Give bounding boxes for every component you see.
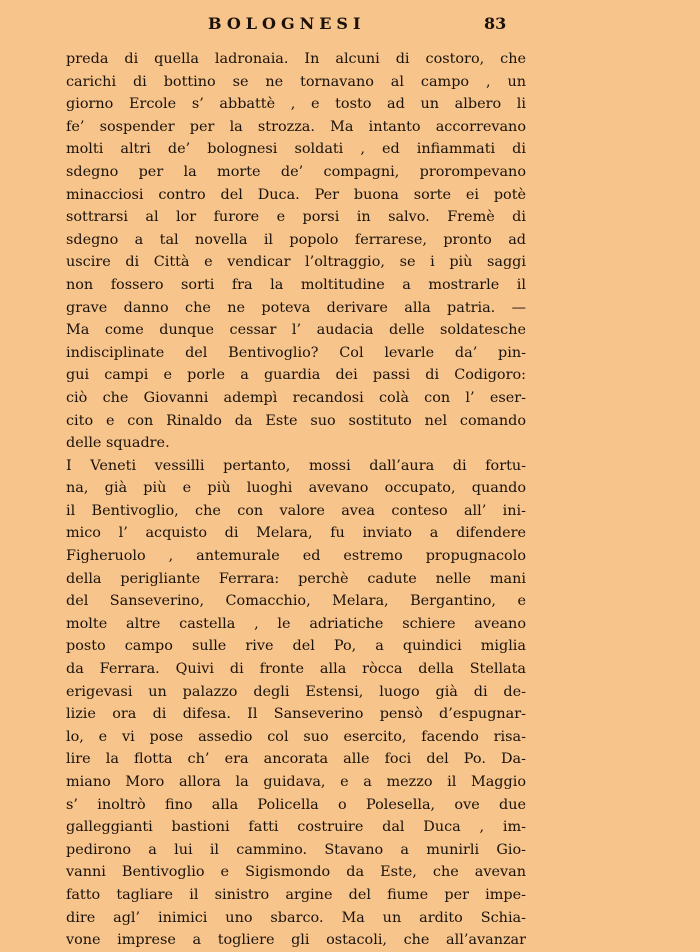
text-line: miano Moro allora la guidava, e a mezzo il Maggio	[66, 774, 526, 790]
text-line: posto campo sulle rive del Po, a quindici miglia	[66, 638, 526, 655]
text-line: delle squadre.	[66, 435, 170, 452]
text-line: da Ferrara. Quivi di fronte alla ròcca della Stellata	[66, 661, 526, 678]
text-line: erigevasi un palazzo degli Estensi, luogo già di de-	[66, 683, 526, 700]
text-line: pedirono a lui il cammino. Stavano a munirli Gio-	[66, 841, 526, 858]
text-line: minacciosi contro del Duca. Per buona sorte ei potè	[66, 186, 526, 203]
text-line: fe’ sospender per la strozza. Ma intanto accorrevano	[66, 118, 526, 135]
text-line: molti altri de’ bolognesi soldati , ed infiammati di	[66, 141, 526, 158]
text-line: lo, e vi pose assedio col suo esercito, facendo risa-	[66, 728, 526, 745]
text-line: grave danno che ne poteva derivare alla patria. —	[66, 299, 526, 316]
text-line: I Veneti vessilli pertanto, mossi dall’aura di fortu-	[66, 457, 526, 474]
text-line: uscire di Città e vendicar l’oltraggio, se i più saggi	[66, 254, 526, 271]
text-line: vanni Bentivoglio e Sigismondo da Este, che avevan	[66, 864, 526, 881]
text-line: sdegno a tal novella il popolo ferrarese, pronto ad	[66, 231, 526, 248]
text-line: il Bentivoglio, che con valore avea conteso all’ ini-	[66, 502, 526, 519]
text-line: Ma come dunque cessar l’ audacia delle soldatesche	[66, 322, 526, 339]
text-line: molte altre castella , le adriatiche schiere aveano	[66, 615, 526, 632]
text-line: galleggianti bastioni fatti costruire dal Duca , im-	[66, 819, 526, 836]
body-text	[66, 48, 526, 952]
text-line: fatto tagliare il sinistro argine del fiume per impe-	[66, 886, 526, 903]
text-line: preda di quella ladronaia. In alcuni di costoro, che	[66, 51, 526, 67]
text-line: sottrarsi al lor furore e porsi in salvo. Fremè di	[66, 209, 526, 226]
text-line: giorno Ercole s’ abbattè , e tosto ad un albero li	[66, 96, 526, 113]
running-head: BOLOGNESI	[208, 14, 366, 33]
text-line: ciò che Giovanni adempì recandosi colà con l’ eser-	[66, 389, 526, 406]
text-line: del Sanseverino, Comacchio, Melara, Bergantino, e	[66, 593, 526, 610]
text-line: carichi di bottino se ne tornavano al campo , un	[66, 73, 526, 90]
text-line: vone imprese a togliere gli ostacoli, che all’avanzar	[66, 932, 526, 949]
text-line: lire la flotta ch’ era ancorata alle foci del Po. Da-	[66, 751, 526, 768]
text-line: della perigliante Ferrara: perchè cadute nelle mani	[66, 570, 526, 587]
text-line: mico l’ acquisto di Melara, fu inviato a difendere	[66, 525, 526, 542]
text-line: cito e con Rinaldo da Este suo sostituto nel comando	[66, 412, 526, 429]
text-line: lizie ora di difesa. Il Sanseverino pensò d’espugnar-	[66, 706, 526, 723]
text-line: sdegno per la morte de’ compagni, prorompevano	[66, 163, 526, 180]
text-line: non fossero sorti fra la moltitudine a mostrarle il	[66, 276, 526, 293]
text-line: na, già più e più luoghi avevano occupato, quando	[66, 480, 526, 497]
page-number: 83	[484, 14, 507, 33]
text-line: dire agl’ inimici uno sbarco. Ma un ardito Schia-	[66, 909, 526, 926]
text-line: s’ inoltrò fino alla Policella o Polesella, ove due	[66, 796, 526, 813]
text-line: indisciplinate del Bentivoglio? Col levarle da’ pin-	[66, 344, 526, 361]
text-line: gui campi e porle a guardia dei passi di Codigoro:	[66, 367, 526, 384]
text-line: Figheruolo , antemurale ed estremo propugnacolo	[66, 548, 526, 565]
